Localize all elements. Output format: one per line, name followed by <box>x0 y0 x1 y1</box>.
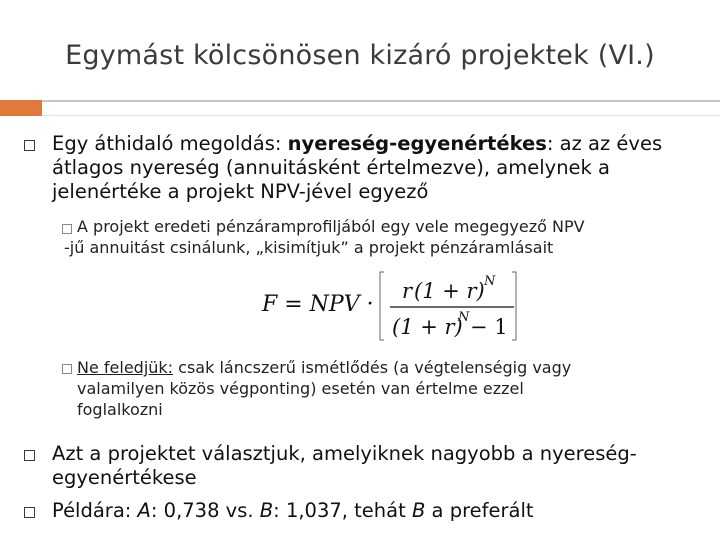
sub-bullet-square-icon <box>62 224 72 234</box>
formula-bracket-right <box>512 272 516 340</box>
bullet-square-icon <box>24 450 35 461</box>
formula-numerator-r: r <box>402 279 413 303</box>
annuity-formula <box>258 270 520 346</box>
formula-lhs: F = NPV · <box>262 292 374 317</box>
title-accent-bar <box>0 100 42 116</box>
sub-bullet-1-text: A projekt eredeti pénzáramprofiljából egy vele megegyező NPV -jű annuitást csinálunk, „kisimítjuk” a projekt pénzáramlásait <box>64 217 585 257</box>
bullet-square-icon <box>24 507 35 518</box>
bullet-2-text: Azt a projektet választjuk, amelyiknek nagyobb a nyereség- egyenértékese <box>52 442 637 489</box>
slide-title: Egymást kölcsönösen kizáró projektek (VI.) <box>65 40 655 71</box>
formula-denominator-paren: (1 + r) <box>392 315 463 339</box>
note-underlined: Ne feledjük: <box>77 358 174 377</box>
bullet-1-text: Egy áthidaló megoldás: nyereség-egyenértékes: az az éves átlagos nyereség (annuitásként értelmezve), amelynek a jelenértéke a projekt NPV-jével egyező <box>52 132 663 203</box>
bullet-3-text: Példára: A: 0,738 vs. B: 1,037, tehát B a preferált <box>52 499 534 522</box>
formula-bracket-left <box>380 272 384 340</box>
formula-denominator-exponent: N <box>458 310 470 325</box>
bullet-square-icon <box>24 140 35 151</box>
formula-numerator-exponent: N <box>484 274 496 289</box>
title-divider <box>42 100 720 116</box>
formula-denominator-minus-one: − 1 <box>470 315 508 339</box>
term-nyereseg-egyenertekes: nyereség-egyenértékes <box>287 132 547 155</box>
sub-bullet-2-text: Ne feledjük: csak láncszerű ismétlődés (a végtelenségig vagy valamilyen közös végponting) esetén van értelme ezzel foglalkozni <box>77 358 572 419</box>
sub-bullet-square-icon <box>62 364 72 374</box>
formula-numerator-paren: (1 + r) <box>414 279 485 303</box>
